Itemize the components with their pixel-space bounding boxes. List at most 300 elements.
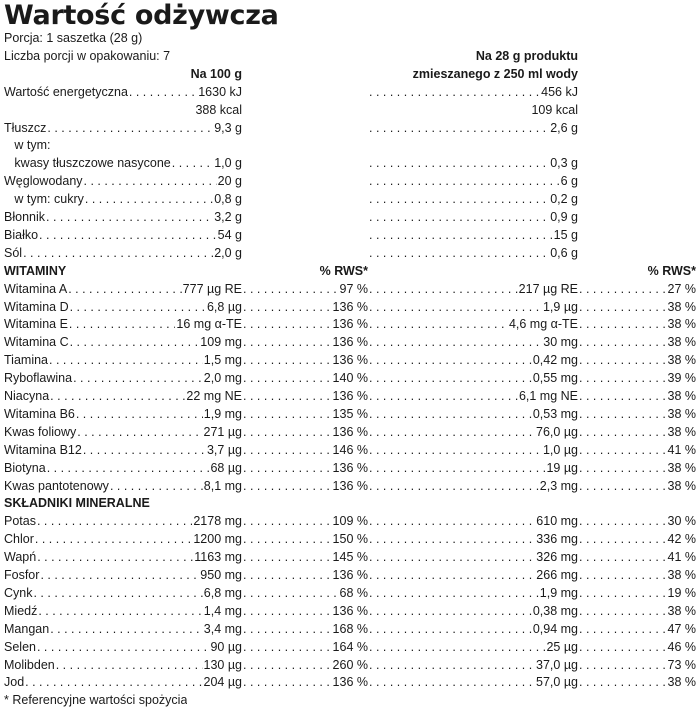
table-row [4,352,696,369]
table-row [4,406,696,423]
nutrient-28g-leader [368,245,549,262]
nutrient-28g [368,245,578,262]
rws-100g [242,352,368,369]
value-100g-value: 1,9 mg [203,406,242,421]
value-28g [368,549,578,566]
rws-28g-value: 38 % [667,478,696,493]
vitamins-header-line [4,263,696,280]
value-100g-leader [69,299,206,316]
value-100g-leader [49,388,185,405]
value-100g [4,603,242,620]
rws-28g [578,585,696,602]
rws-100g [242,442,368,459]
value-100g-leader [82,442,206,459]
value-28g-value: 1,9 mg [539,585,578,600]
nutrient-100g-leader [45,209,213,226]
value-100g [4,639,242,656]
rws-28g-value: 42 % [667,532,696,547]
table-row [4,531,696,548]
value-28g [368,478,578,495]
value-100g-label: Cynk [4,585,33,600]
value-100g-value: 1163 mg [194,550,242,565]
column-header-line [4,66,696,83]
table-row [4,478,696,495]
rws-28g [578,549,696,566]
value-28g-value: 1,9 µg [542,299,578,314]
table-row [4,442,696,459]
nutrient-28g [368,227,578,244]
rws-28g-leader [578,513,667,530]
page-title: Wartość odżywcza [4,0,279,31]
nutrient-100g [4,155,242,172]
value-100g-value: 271 µg [203,424,242,439]
nutrient-100g-label: Tłuszcz [4,120,47,135]
value-100g-value: 3,7 µg [206,442,242,457]
value-100g-label: Witamina B12 [4,442,82,457]
value-28g [368,460,578,477]
rws-100g [242,406,368,423]
rws-28g [578,316,696,333]
nutrient-100g-label: w tym: cukry [4,192,84,207]
value-100g-leader [36,639,209,656]
nutrient-100g-label: Białko [4,227,39,242]
rws-100g-leader [242,478,332,495]
value-28g-leader [368,334,542,351]
value-100g-leader [36,549,193,566]
value-28g-value: 326 mg [536,550,578,565]
value-28g-leader [368,388,518,405]
nutrient-100g [4,120,242,137]
nutrient-100g [4,84,242,101]
value-28g [368,657,578,674]
value-28g-value: 4,6 mg α-TE [508,317,578,332]
rws-100g-value: 136 % [332,299,368,314]
nutrient-28g [368,155,578,172]
value-28g [368,352,578,369]
rws-100g-leader [242,352,332,369]
nutrient-28g [368,84,578,101]
rws-100g-leader [242,460,332,477]
rws-100g [242,603,368,620]
nutrient-100g-leader [38,227,217,244]
value-100g-label: Witamina E [4,317,68,332]
rws-28g-leader [578,549,667,566]
value-28g-leader [368,370,532,387]
nutrient-28g-value: 2,6 g [550,120,578,135]
value-28g-leader [368,549,535,566]
value-28g-value: 0,94 mg [532,621,578,636]
nutrient-28g-leader [368,191,549,208]
value-28g [368,639,578,656]
value-100g-leader [75,406,203,423]
rws-28g-leader [578,585,667,602]
value-100g-leader [72,370,203,387]
value-100g [4,585,242,602]
nutrient-100g-value: 9,3 g [214,120,242,135]
table-row [4,639,696,656]
table-row [4,603,696,620]
nutrient-28g-value: 0,9 g [550,210,578,224]
nutrient-row [4,173,696,190]
rws-100g [242,370,368,387]
nutrient-28g [368,209,578,226]
value-28g-leader [368,299,542,316]
rws-28g-leader [578,674,667,691]
value-100g-leader [109,478,203,495]
rws-100g-value: 136 % [332,460,368,475]
table-row [4,299,696,316]
rws-28g-value: 38 % [667,424,696,439]
nutrient-row [4,102,696,119]
rws-100g-leader [242,299,332,316]
rws-28g [578,674,696,691]
value-28g-leader [368,585,539,602]
rws-28g-value: 38 % [667,317,696,332]
value-100g-label: Chlor [4,532,34,547]
rws-28g [578,531,696,548]
rws-100g [242,299,368,316]
value-100g-value: 6,8 mg [203,585,242,600]
rws-28g-leader [578,406,667,423]
rws-28g-value: 47 % [667,621,696,636]
rws-28g-leader [578,531,667,548]
value-100g-value: 1200 mg [193,532,242,547]
rws-100g [242,513,368,530]
rws-100g-value: 136 % [332,675,368,690]
footnote: * Referencyjne wartości spożycia [4,693,188,708]
value-100g-leader [34,531,192,548]
rws-28g [578,657,696,674]
value-28g [368,370,578,387]
rws-100g-leader [242,388,332,405]
rws-100g-leader [242,567,332,584]
value-28g-leader [368,281,518,298]
rws-28g-leader [578,334,667,351]
value-100g-value: 777 µg RE [182,281,242,296]
rws-28g-value: 41 % [667,550,696,565]
rws-100g-value: 136 % [332,603,368,618]
rws-100g-leader [242,424,332,441]
value-100g-label: Biotyna [4,460,46,475]
rws-28g [578,281,696,298]
rws-100g [242,567,368,584]
value-28g-value: 6,1 mg NE [518,389,578,403]
rws-100g-leader [242,442,332,459]
value-28g [368,531,578,548]
nutrient-28g-leader [368,173,560,190]
header-28g-line2: zmieszanego z 250 ml wody [412,66,578,81]
value-28g-leader [368,460,545,477]
footnote-line [4,692,696,709]
value-28g-value: 217 µg RE [518,281,578,296]
minerals-header-line [4,495,696,512]
value-100g-label: Potas [4,514,36,529]
rws-100g-value: 150 % [332,532,368,547]
rws-100g [242,621,368,638]
rws-100g-leader [242,316,332,333]
rws-28g-leader [578,603,667,620]
rws-100g [242,657,368,674]
rws-100g [242,460,368,477]
value-28g-leader [368,316,508,333]
table-row [4,513,696,530]
nutrient-28g [368,173,578,190]
value-100g-leader [48,352,203,369]
rws-100g-leader [242,603,332,620]
value-28g [368,603,578,620]
nutrient-row [4,227,696,244]
rws-28g-leader [578,424,667,441]
value-28g-value: 37,0 µg [536,657,578,672]
rws-100g [242,388,368,405]
nutrient-100g-value: 3,2 g [214,210,242,224]
value-100g-leader [55,657,203,674]
value-100g-value: 6,8 µg [206,299,242,314]
value-100g-leader [49,621,203,638]
value-28g [368,388,578,405]
rws-100g-leader [242,531,332,548]
rws-100g [242,531,368,548]
value-28g-value: 0,42 mg [532,353,578,368]
rws-100g-value: 164 % [332,639,368,654]
nutrient-100g-label: Błonnik [4,210,45,224]
rws-100g-value: 140 % [332,371,368,386]
nutrient-100g-leader [22,245,213,262]
nutrient-100g-value: 2,0 g [214,245,242,260]
value-100g-label: Niacyna [4,389,50,403]
value-100g-value: 16 mg α-TE [176,317,242,332]
nutrient-100g [4,209,242,226]
rws-100g-value: 136 % [332,424,368,439]
rws-28g [578,424,696,441]
value-100g [4,406,242,423]
rws-100g-value: 68 % [339,585,368,600]
nutrient-100g-leader [46,120,213,137]
rws-100g-leader [242,281,339,298]
value-100g [4,460,242,477]
vitamins-header: WITAMINY [4,263,67,278]
rws-28g-leader [578,478,667,495]
value-100g-leader [46,460,210,477]
value-100g [4,478,242,495]
rws-100g-value: 146 % [332,442,368,457]
rws-100g [242,334,368,351]
portion-line [4,30,696,47]
nutrient-28g-leader [368,84,540,101]
value-28g-leader [368,639,545,656]
value-100g-leader [32,585,202,602]
value-28g-value: 1,0 µg [542,442,578,457]
rws-100g-value: 136 % [332,353,368,368]
portion-text: Porcja: 1 saszetka (28 g) [4,31,143,45]
value-28g-leader [368,478,539,495]
nutrient-row [4,209,696,226]
rws-28g [578,334,696,351]
rws-28g [578,388,696,405]
nutrient-100g-value: 1630 kJ [198,84,242,99]
rws-28g-leader [578,299,667,316]
value-100g [4,657,242,674]
portions-count-line [4,48,696,65]
value-100g-label: Witamina A [4,281,68,296]
value-100g [4,316,242,333]
rws-100g-leader [242,639,332,656]
rws-100g [242,639,368,656]
value-28g-value: 57,0 µg [536,675,578,690]
nutrient-100g [4,191,242,208]
rws-100g [242,549,368,566]
value-28g-value: 266 mg [536,568,578,582]
value-28g [368,299,578,316]
value-28g-value: 0,53 mg [532,406,578,421]
rws-28g [578,442,696,459]
value-28g-leader [368,567,535,584]
nutrient-100g-label: kwasy tłuszczowe nasycone [4,156,171,171]
value-100g-leader [68,316,176,333]
value-100g-label: Wapń [4,550,37,565]
value-100g-label: Mangan [4,621,50,636]
value-100g-value: 8,1 mg [203,478,242,493]
rws-28g-leader [578,639,667,656]
nutrient-row [4,155,696,172]
value-28g-leader [368,406,532,423]
value-28g [368,674,578,691]
rws-28g-value: 27 % [667,281,696,296]
rws-100g [242,478,368,495]
table-row [4,621,696,638]
value-28g [368,334,578,351]
nutrient-row [4,84,696,101]
table-row [4,674,696,691]
value-28g [368,281,578,298]
nutrient-100g [4,102,242,119]
table-row [4,424,696,441]
rws-28g-value: 30 % [667,514,696,529]
value-100g [4,370,242,387]
nutrient-100g [4,137,242,154]
value-28g [368,513,578,530]
rws-100g-leader [242,370,332,387]
value-100g-label: Molibden [4,657,55,672]
rws-100g-value: 109 % [332,514,368,529]
value-28g-value: 25 µg [546,639,578,654]
nutrient-row [4,191,696,208]
value-100g-label: Fosfor [4,568,40,582]
rws-28g [578,621,696,638]
rws-28g-leader [578,370,667,387]
table-row [4,549,696,566]
value-28g-leader [368,531,535,548]
rws-100g [242,674,368,691]
rws-28g-value: 73 % [667,657,696,672]
rws-28g-value: 38 % [667,460,696,475]
table-row [4,388,696,405]
value-28g-leader [368,513,535,530]
rws-100g-leader [242,657,332,674]
nutrient-28g-leader [368,155,549,172]
value-100g-value: 950 mg [200,568,242,582]
value-100g [4,388,242,405]
value-28g-leader [368,442,542,459]
rws-28g-value: 38 % [667,353,696,368]
value-100g [4,334,242,351]
rws-28g-leader [578,316,667,333]
nutrient-28g-leader [368,120,549,137]
rws-100g-value: 136 % [332,478,368,493]
nutrient-28g-value: 0,6 g [550,245,578,260]
value-100g-value: 90 µg [210,639,242,654]
rws-28g-leader [578,567,667,584]
nutrient-28g-value: 109 kcal [531,102,578,117]
value-100g-label: Witamina C [4,335,69,350]
value-28g [368,621,578,638]
rws-28g-leader [578,388,667,405]
rws-28g-value: 38 % [667,603,696,618]
rws-100g [242,424,368,441]
table-row [4,281,696,298]
header-100g: Na 100 g [190,66,242,81]
nutrient-28g-leader [368,227,553,244]
value-100g-label: Witamina B6 [4,406,75,421]
nutrient-28g [368,191,578,208]
value-100g [4,299,242,316]
rws-28g [578,352,696,369]
nutrient-100g-value: 0,8 g [214,192,242,207]
rws-28g-leader [578,460,667,477]
nutrient-28g-value: 0,3 g [550,156,578,171]
nutrient-100g-label: Wartość energetyczna [4,84,128,99]
value-100g-label: Miedź [4,603,38,618]
nutrient-100g-leader [84,191,213,208]
rws-100g-value: 97 % [339,281,368,296]
value-100g [4,621,242,638]
value-100g-leader [69,334,200,351]
rws-100g-value: 145 % [332,550,368,565]
value-28g-value: 2,3 mg [539,478,578,493]
value-100g-value: 3,4 mg [203,621,242,636]
nutrient-28g-value: 456 kJ [541,84,578,99]
value-28g-value: 19 µg [546,460,578,475]
value-100g-label: Kwas foliowy [4,424,77,439]
nutrient-row [4,137,696,154]
rws-28g [578,567,696,584]
nutrient-100g [4,227,242,244]
value-100g [4,424,242,441]
rws-28g [578,513,696,530]
value-100g-leader [37,603,202,620]
rws-28g-leader [578,281,667,298]
value-28g-value: 76,0 µg [536,424,578,439]
value-28g-value: 336 mg [536,532,578,547]
rws-100g-value: 260 % [332,657,368,672]
nutrient-row [4,120,696,137]
rws-28g-value: 38 % [667,389,696,403]
rws-100g-value: 168 % [332,621,368,636]
rws-28g [578,370,696,387]
rws-100g-leader [242,406,332,423]
rws-100g [242,316,368,333]
rws-28g [578,299,696,316]
nutrient-100g-value: 20 g [217,174,242,189]
value-100g-value: 1,4 mg [203,603,242,618]
minerals-header: SKŁADNIKI MINERALNE [4,496,150,511]
value-100g [4,281,242,298]
value-100g-value: 22 mg NE [186,389,242,403]
value-100g-label: Jod [4,675,25,690]
nutrient-100g-label: w tym: [4,138,51,153]
value-100g [4,567,242,584]
value-100g-leader [24,674,202,691]
